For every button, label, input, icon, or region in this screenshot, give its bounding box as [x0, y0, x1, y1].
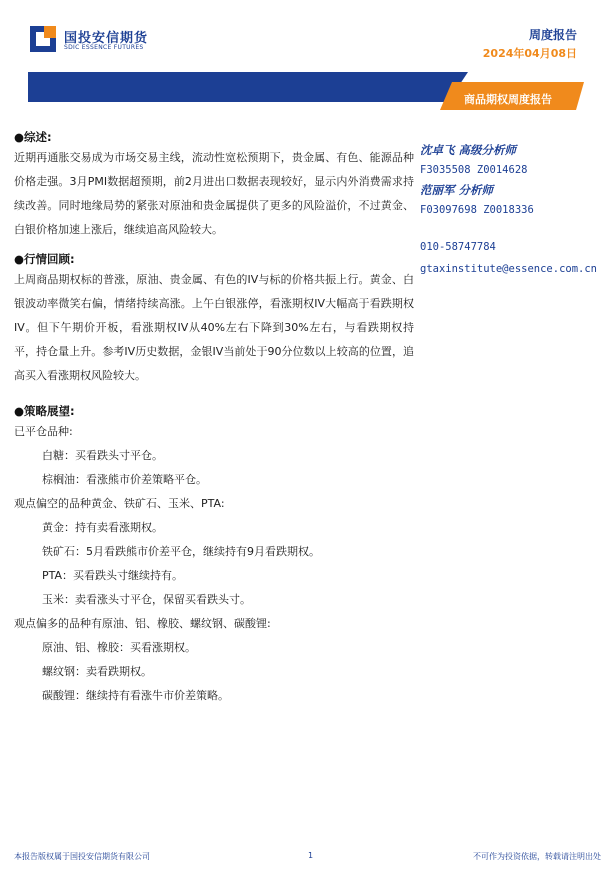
outlook-line: 原油、铝、橡胶：买看涨期权。: [42, 641, 196, 654]
analyst-name: 范丽军 分析师: [420, 183, 494, 197]
review-text: 上周商品期权标的普涨，原油、贵金属、有色的IV与标的价格共振上行。黄金、白银波动率微笑右偏，情绪持续高涨。上午白银涨停，看涨期权IV大幅高于看跌期权IV。但下午期价开板，看涨期权IV从40%左右下降到30%左右，与看跌期权持平，持仓量上升。参考IV历史数据，金银IV当前处于90分位数以上较高的位置，追高买入看涨期权风险较大。: [14, 273, 414, 382]
outlook-line: 黄金：持有卖看涨期权。: [42, 521, 163, 534]
main-content: [14, 128, 414, 708]
analyst-cert: F03097698 Z0018336: [420, 204, 534, 216]
report-date: 2024年04月08日: [482, 47, 577, 60]
outlook-line: 玉米：卖看涨头寸平仓，保留买看跌头寸。: [42, 593, 251, 606]
footer-copyright: 本报告版权属于国投安信期货有限公司: [14, 852, 150, 861]
header-banner: [28, 72, 588, 112]
contact-email[interactable]: gtaxinstitute@essence.com.cn: [420, 263, 598, 275]
logo-text-en: SDIC ESSENCE FUTURES: [64, 44, 144, 51]
outlook-line: 螺纹钢：卖看跌期权。: [42, 665, 152, 678]
outlook-line: 棕榈油：看涨熊市价差策略平仓。: [42, 473, 207, 486]
logo-text-cn: 国投安信期货: [64, 31, 149, 46]
outlook-line: 铁矿石：5月看跌熊市价差平仓，继续持有9月看跌期权。: [42, 545, 320, 558]
company-logo: [30, 26, 190, 58]
report-type: 周度报告: [528, 28, 577, 42]
banner-label: 商品期权周度报告: [464, 93, 552, 106]
outlook-line: 观点偏空的品种黄金、铁矿石、玉米、PTA:: [14, 497, 225, 510]
outlook-line: 观点偏多的品种有原油、铝、橡胶、螺纹钢、碳酸锂:: [14, 617, 271, 630]
outlook-line: PTA：买看跌头寸继续持有。: [42, 569, 184, 582]
contact-phone: 010-58747784: [420, 241, 496, 253]
outlook-line: 碳酸锂：继续持有看涨牛市价差策略。: [42, 689, 229, 702]
outlook-title: ●策略展望:: [14, 404, 75, 418]
summary-title: ●综述:: [14, 130, 52, 144]
outlook-line: 已平仓品种:: [14, 425, 73, 438]
footer-disclaimer: 不可作为投资依据，转载请注明出处: [473, 852, 601, 861]
logo-mark-icon: [30, 26, 56, 52]
outlook-line: 白糖：买看跌头寸平仓。: [42, 449, 163, 462]
summary-text: 近期再通胀交易成为市场交易主线，流动性宽松预期下，贵金属、有色、能源品种价格走强。3月PMI数据超预期，前2月进出口数据表现较好，显示内外消费需求持续改善。同时地缘局势的紧张对原油和贵金属提供了更多的风险溢价，不过黄金、白银价格加速上涨后，继续追高风险较大。: [14, 151, 414, 236]
analyst-cert: F3035508 Z0014628: [420, 164, 528, 176]
review-title: ●行情回顾:: [14, 252, 75, 266]
analyst-name: 沈卓飞 高级分析师: [420, 143, 517, 157]
page-number: 1: [308, 851, 314, 860]
analyst-sidebar: [420, 140, 610, 280]
